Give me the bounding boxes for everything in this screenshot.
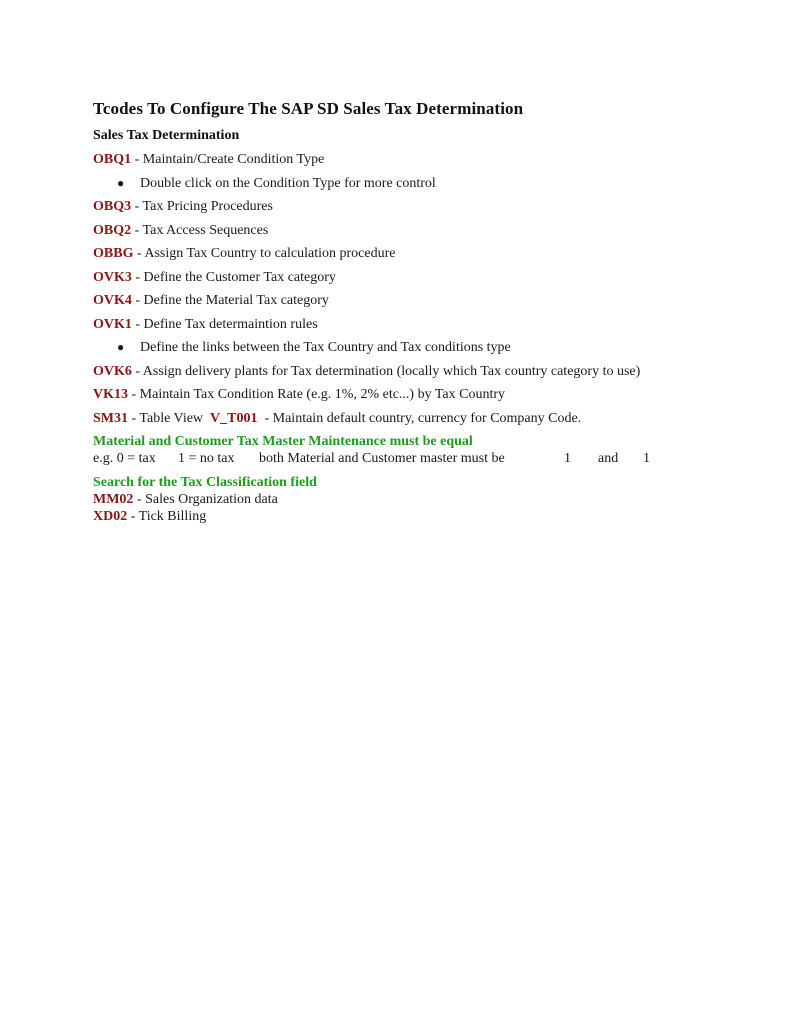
bullet-text: Double click on the Condition Type for more control xyxy=(140,175,436,191)
tcode: MM02 xyxy=(93,491,134,507)
entry-sm31 xyxy=(93,410,683,427)
entry-ovk4 xyxy=(93,292,683,309)
document-title: Tcodes To Configure The SAP SD Sales Tax Determination xyxy=(93,99,524,118)
tcode-description: - Maintain/Create Condition Type xyxy=(131,152,325,167)
table-name: V_T001 xyxy=(210,410,258,426)
example-part: both Material and Customer master must be xyxy=(259,451,505,466)
tcode-description: - Assign Tax Country to calculation procedure xyxy=(133,246,396,261)
tcode: VK13 xyxy=(93,387,128,402)
tcode-description: - Define the Customer Tax category xyxy=(131,269,336,285)
bullet-icon: ● xyxy=(117,175,125,190)
tcode: OBQ3 xyxy=(93,199,132,214)
tcode: OVK3 xyxy=(93,269,132,285)
tcode-description: - Tick Billing xyxy=(127,508,207,524)
tcode: SM31 xyxy=(93,410,128,426)
tcode: OVK6 xyxy=(93,363,132,379)
entry-xd02 xyxy=(93,508,683,525)
tcode-description: - Maintain Tax Condition Rate (e.g. 1%, 2% etc...) by Tax Country xyxy=(128,387,506,402)
tcode-description: - Table View xyxy=(128,410,211,426)
tcode-description: - Sales Organization data xyxy=(133,491,278,507)
example-part: 1 xyxy=(564,451,571,466)
bullet-icon: ● xyxy=(117,340,125,354)
entry-obq3 xyxy=(93,198,683,215)
tcode: OVK1 xyxy=(93,316,132,332)
entry-obq2 xyxy=(93,222,683,239)
green-heading-search: Search for the Tax Classification field xyxy=(93,474,317,490)
bullet-text: Define the links between the Tax Country and Tax conditions type xyxy=(140,340,511,355)
tcode-description: - Assign delivery plants for Tax determination (locally which Tax country category to use) xyxy=(131,363,641,379)
example-part: and xyxy=(598,451,619,466)
example-part: 1 = no tax xyxy=(178,451,235,466)
entry-obbg xyxy=(93,245,683,262)
tcode: XD02 xyxy=(93,508,128,524)
section-subtitle: Sales Tax Determination xyxy=(93,128,240,143)
entry-ovk3 xyxy=(93,269,683,286)
tcode-description: - Define Tax determaintion rules xyxy=(131,316,318,332)
tcode-description: - Tax Access Sequences xyxy=(131,222,269,238)
tcode: OBBG xyxy=(93,246,134,261)
entry-ovk6 xyxy=(93,363,683,380)
entry-vk13 xyxy=(93,386,683,403)
tcode-description-tail: - Maintain default country, currency for Company Code. xyxy=(257,410,582,426)
example-row xyxy=(93,450,683,467)
green-heading-equal: Material and Customer Tax Master Maintenance must be equal xyxy=(93,434,473,449)
tcode: OBQ2 xyxy=(93,222,132,238)
entry-ovk1 xyxy=(93,316,683,333)
entry-mm02 xyxy=(93,491,683,508)
tcode-description: - Tax Pricing Procedures xyxy=(131,199,273,214)
example-part: 1 xyxy=(643,451,650,466)
document-page xyxy=(93,98,683,525)
tcode-description: - Define the Material Tax category xyxy=(131,293,329,308)
example-part: e.g. 0 = tax xyxy=(93,451,156,466)
entry-obq1 xyxy=(93,151,683,168)
tcode: OBQ1 xyxy=(93,152,132,167)
bullet-item xyxy=(93,339,683,356)
tcode: OVK4 xyxy=(93,293,132,308)
bullet-item xyxy=(93,175,683,192)
